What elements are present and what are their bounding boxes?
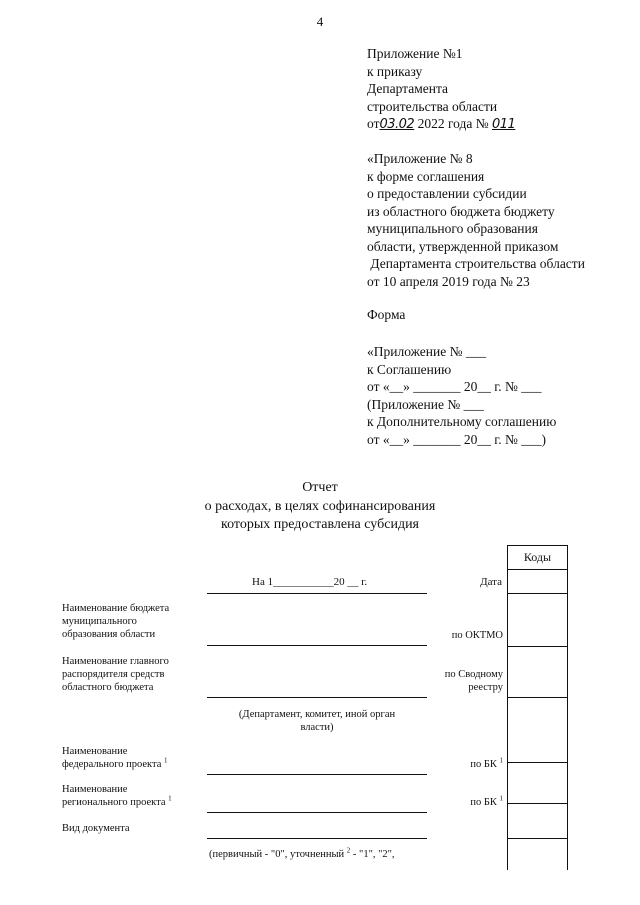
footnote-mark: 1 [164, 756, 168, 765]
handwritten-date: 03.02 [379, 117, 415, 132]
page-number: 4 [316, 14, 324, 29]
code-cell-bk-federal[interactable] [507, 762, 568, 804]
year-and-number-label: 2022 года № [417, 116, 489, 131]
code-cell-bk-regional[interactable] [507, 803, 568, 839]
agreement-line: «Приложение № ___ [367, 344, 487, 359]
report-title-line: о расходах, в целях софинансирования [204, 498, 436, 514]
main-manager-label: Наименование главного распорядителя средств областного бюджета [62, 656, 169, 693]
appendix8-block [367, 150, 585, 290]
agreement-line: (Приложение № ___ [367, 396, 484, 412]
appendix-line: Департамента [367, 81, 449, 96]
appendix8-line: Департамента строительства области [367, 256, 585, 271]
federal-project-input-line[interactable] [207, 774, 427, 775]
appendix8-line: из областного бюджета бюджету [367, 203, 555, 219]
code-cell-registry[interactable] [507, 646, 568, 698]
budget-name-label: Наименование бюджета муниципального образования области [62, 603, 170, 640]
document-type-label: Вид документа [62, 823, 130, 834]
agreement-line: от «__» _______ 20__ г. № ___ [367, 379, 542, 394]
handwritten-number: 011 [492, 117, 516, 132]
date-prefix: от [367, 116, 380, 131]
regional-project-label: Наименование регионального проекта $^1$ [62, 784, 172, 808]
main-manager-input-line[interactable] [207, 697, 427, 698]
appendix-header [367, 45, 515, 134]
department-note: (Департамент, комитет, иной орган власти) [238, 709, 396, 733]
document-type-note: (первичный - "0", уточненный $^2$ - "1", "2", [209, 846, 395, 860]
codes-header: Коды [523, 550, 552, 564]
appendix-line: Приложение №1 [367, 46, 463, 61]
form-label: Форма [367, 307, 406, 322]
budget-name-input-line[interactable] [207, 645, 427, 646]
code-column-right-border [567, 838, 568, 870]
appendix8-line: «Приложение № 8 [367, 151, 473, 166]
code-column-left-border [507, 838, 508, 870]
appendix8-line: к форме соглашения [367, 168, 485, 184]
report-title [0, 479, 640, 535]
appendix8-line: области, утвержденной приказом [367, 238, 559, 254]
report-title-line: Отчет [302, 480, 338, 495]
appendix8-line: муниципального образования [367, 221, 538, 236]
date-code-label: Дата [480, 576, 502, 588]
report-title-line: которых предоставлена субсидия [220, 517, 420, 532]
appendix8-line: от 10 апреля 2019 года № 23 [367, 273, 530, 289]
registry-label: по Сводному реестру [444, 669, 503, 693]
date-underline [207, 593, 427, 594]
regional-project-input-line[interactable] [207, 812, 427, 813]
appendix-line: строительства области [367, 98, 498, 114]
bk-regional-label: по БК $^1$ [470, 794, 503, 808]
agreement-line: к Дополнительному соглашению [367, 414, 557, 429]
oktmo-label: по ОКТМО [451, 630, 503, 641]
agreement-line: от «__» _______ 20__ г. № ___) [367, 431, 546, 447]
code-cell-oktmo[interactable] [507, 593, 568, 647]
appendix-date-line [367, 115, 515, 134]
code-cell-blank [507, 697, 568, 763]
footnote-mark: 1 [168, 794, 172, 803]
appendix-line: к приказу [367, 63, 423, 79]
code-cell-date[interactable] [507, 569, 568, 594]
federal-project-label: Наименование федерального проекта $^1$ [62, 746, 168, 770]
bk-federal-label: по БК $^1$ [470, 756, 503, 770]
agreement-line: к Соглашению [367, 361, 452, 377]
appendix8-line: о предоставлении субсидии [367, 186, 527, 201]
report-date-line: На 1___________20 __ г. [252, 576, 368, 588]
agreement-block [367, 343, 556, 448]
document-type-input-line[interactable] [207, 838, 427, 839]
